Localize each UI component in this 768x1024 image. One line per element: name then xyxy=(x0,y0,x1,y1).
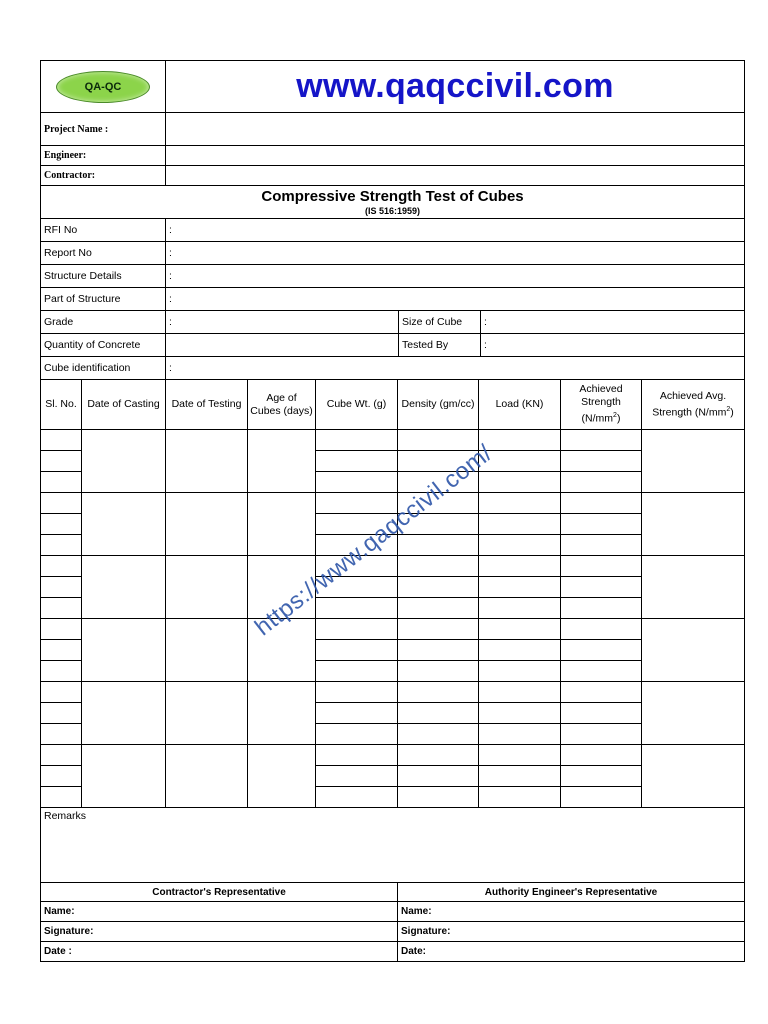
date-testing-cell[interactable] xyxy=(166,430,248,493)
tested-by-label: Tested By xyxy=(399,334,481,357)
size-of-cube-field[interactable] xyxy=(481,311,745,334)
cube-identification-colon: : xyxy=(169,362,172,374)
project-name-label: Project Name : xyxy=(41,113,166,146)
signoff-table xyxy=(40,807,745,962)
achieved-strength-cell[interactable] xyxy=(561,703,642,724)
rfi-no-label: RFI No xyxy=(41,219,166,242)
cube-wt-cell[interactable] xyxy=(316,766,398,787)
grade-label: Grade xyxy=(41,311,166,334)
achieved-strength-cell[interactable] xyxy=(561,451,642,472)
contractor-date-field[interactable]: Date : xyxy=(41,942,398,962)
col-load: Load (KN) xyxy=(479,380,561,430)
cube-wt-cell[interactable] xyxy=(316,724,398,745)
project-name-field[interactable] xyxy=(166,113,745,146)
sl-no-cell[interactable] xyxy=(41,493,82,514)
density-cell[interactable] xyxy=(398,682,479,703)
col-cube-wt: Cube Wt. (g) xyxy=(316,380,398,430)
quantity-of-concrete-label: Quantity of Concrete xyxy=(41,334,166,357)
contractor-label: Contractor: xyxy=(41,166,166,186)
table-row xyxy=(41,682,745,703)
authority-signature-field[interactable]: Signature: xyxy=(398,922,745,942)
details-table xyxy=(40,185,745,380)
col-date-testing: Date of Testing xyxy=(166,380,248,430)
date-casting-cell[interactable] xyxy=(82,556,166,619)
sl-no-cell[interactable] xyxy=(41,640,82,661)
achieved-avg-cell[interactable] xyxy=(642,745,745,808)
table-row xyxy=(41,745,745,766)
achieved-strength-close: ) xyxy=(616,412,621,425)
achieved-avg-cell[interactable] xyxy=(642,556,745,619)
achieved-avg-sup: 2 xyxy=(726,405,731,413)
sl-no-cell[interactable] xyxy=(41,766,82,787)
density-cell[interactable] xyxy=(398,640,479,661)
sl-no-cell[interactable] xyxy=(41,619,82,640)
sl-no-cell[interactable] xyxy=(41,577,82,598)
size-of-cube-label: Size of Cube xyxy=(399,311,481,334)
achieved-strength-cell[interactable] xyxy=(561,682,642,703)
contractor-signature-field[interactable]: Signature: xyxy=(41,922,398,942)
achieved-strength-sup: 2 xyxy=(613,412,617,420)
table-row xyxy=(41,430,745,451)
report-no-label: Report No xyxy=(41,242,166,265)
sl-no-cell[interactable] xyxy=(41,724,82,745)
sl-no-cell[interactable] xyxy=(41,535,82,556)
density-cell[interactable] xyxy=(398,430,479,451)
achieved-avg-cell[interactable] xyxy=(642,493,745,556)
part-of-structure-label: Part of Structure xyxy=(41,288,166,311)
date-casting-cell[interactable] xyxy=(82,682,166,745)
engineer-field[interactable] xyxy=(166,146,745,166)
grade-colon: : xyxy=(169,316,172,328)
sl-no-cell[interactable] xyxy=(41,682,82,703)
load-cell[interactable] xyxy=(479,766,561,787)
achieved-strength-cell[interactable] xyxy=(561,598,642,619)
cube-wt-cell[interactable] xyxy=(316,703,398,724)
achieved-avg-cell[interactable] xyxy=(642,682,745,745)
form-standard: (IS 516:1959) xyxy=(364,206,421,216)
sl-no-cell[interactable] xyxy=(41,787,82,808)
results-table xyxy=(40,379,745,808)
sl-no-cell[interactable] xyxy=(41,703,82,724)
density-cell[interactable] xyxy=(398,535,479,556)
load-cell[interactable] xyxy=(479,703,561,724)
tested-by-field[interactable] xyxy=(481,334,745,357)
logo-cell xyxy=(41,61,166,113)
table-row xyxy=(41,619,745,640)
density-cell[interactable] xyxy=(398,766,479,787)
achieved-avg-label: Achieved Avg. Strength (N/mm xyxy=(652,389,727,419)
density-cell[interactable] xyxy=(398,724,479,745)
achieved-strength-cell[interactable] xyxy=(561,640,642,661)
achieved-strength-cell[interactable] xyxy=(561,493,642,514)
cube-wt-cell[interactable] xyxy=(316,472,398,493)
achieved-strength-cell[interactable] xyxy=(561,724,642,745)
col-date-casting: Date of Casting xyxy=(82,380,166,430)
density-cell[interactable] xyxy=(398,745,479,766)
sl-no-cell[interactable] xyxy=(41,514,82,535)
cube-wt-cell[interactable] xyxy=(316,493,398,514)
form-title-cell xyxy=(41,186,745,219)
density-cell[interactable] xyxy=(398,598,479,619)
date-testing-cell[interactable] xyxy=(166,682,248,745)
age-cell[interactable] xyxy=(248,430,316,493)
date-casting-cell[interactable] xyxy=(82,430,166,493)
rfi-no-field[interactable] xyxy=(166,219,745,242)
date-casting-cell[interactable] xyxy=(82,745,166,808)
density-cell[interactable] xyxy=(398,577,479,598)
contractor-name-field[interactable]: Name: xyxy=(41,902,398,922)
form-title: Compressive Strength Test of Cubes xyxy=(261,188,524,205)
authority-name-field[interactable]: Name: xyxy=(398,902,745,922)
achieved-avg-cell[interactable] xyxy=(642,619,745,682)
achieved-strength-cell[interactable] xyxy=(561,661,642,682)
age-cell[interactable] xyxy=(248,745,316,808)
cube-wt-cell[interactable] xyxy=(316,598,398,619)
quantity-of-concrete-field[interactable] xyxy=(166,334,399,357)
density-cell[interactable] xyxy=(398,556,479,577)
engineer-label: Engineer: xyxy=(41,146,166,166)
density-cell[interactable] xyxy=(398,661,479,682)
cube-identification-label: Cube identification xyxy=(41,357,166,380)
grade-field[interactable] xyxy=(166,311,399,334)
watermark-link: https://www.qaqccivil.com/ xyxy=(250,439,498,642)
load-cell[interactable] xyxy=(479,661,561,682)
date-casting-cell[interactable] xyxy=(82,619,166,682)
cube-identification-field[interactable] xyxy=(166,357,745,380)
achieved-strength-cell[interactable] xyxy=(561,430,642,451)
col-achieved-avg xyxy=(642,380,745,430)
load-cell[interactable] xyxy=(479,472,561,493)
date-testing-cell[interactable] xyxy=(166,493,248,556)
contractor-rep-heading: Contractor's Representative xyxy=(41,883,398,902)
cube-wt-cell[interactable] xyxy=(316,430,398,451)
sl-no-cell[interactable] xyxy=(41,472,82,493)
report-no-colon: : xyxy=(169,247,172,259)
date-testing-cell[interactable] xyxy=(166,619,248,682)
structure-details-label: Structure Details xyxy=(41,265,166,288)
rfi-no-colon: : xyxy=(169,224,172,236)
load-cell[interactable] xyxy=(479,598,561,619)
tested-by-colon: : xyxy=(484,339,487,351)
sl-no-cell[interactable] xyxy=(41,451,82,472)
cube-wt-cell[interactable] xyxy=(316,451,398,472)
sl-no-cell[interactable] xyxy=(41,430,82,451)
load-cell[interactable] xyxy=(479,577,561,598)
col-sl-no: Sl. No. xyxy=(41,380,82,430)
cube-wt-cell[interactable] xyxy=(316,619,398,640)
results-body xyxy=(41,430,745,808)
sl-no-cell[interactable] xyxy=(41,598,82,619)
authority-rep-heading: Authority Engineer's Representative xyxy=(398,883,745,902)
part-of-structure-field[interactable] xyxy=(166,288,745,311)
cube-wt-cell[interactable] xyxy=(316,640,398,661)
cube-wt-cell[interactable] xyxy=(316,745,398,766)
report-no-field[interactable] xyxy=(166,242,745,265)
col-density: Density (gm/cc) xyxy=(398,380,479,430)
remarks-label: Remarks xyxy=(44,810,87,822)
load-cell[interactable] xyxy=(479,535,561,556)
authority-date-field[interactable]: Date: xyxy=(398,942,745,962)
load-cell[interactable] xyxy=(479,514,561,535)
achieved-avg-cell[interactable] xyxy=(642,430,745,493)
structure-details-field[interactable] xyxy=(166,265,745,288)
achieved-avg-close: ) xyxy=(730,406,734,419)
load-cell[interactable] xyxy=(479,745,561,766)
achieved-strength-cell[interactable] xyxy=(561,787,642,808)
sl-no-cell[interactable] xyxy=(41,661,82,682)
achieved-strength-cell[interactable] xyxy=(561,745,642,766)
age-cell[interactable] xyxy=(248,682,316,745)
sl-no-cell[interactable] xyxy=(41,745,82,766)
achieved-strength-cell[interactable] xyxy=(561,766,642,787)
achieved-strength-cell[interactable] xyxy=(561,577,642,598)
load-cell[interactable] xyxy=(479,787,561,808)
achieved-strength-unit: (N/mm xyxy=(581,412,614,425)
form-header xyxy=(40,60,745,186)
date-testing-cell[interactable] xyxy=(166,745,248,808)
achieved-strength-cell[interactable] xyxy=(561,514,642,535)
cube-wt-cell[interactable] xyxy=(316,787,398,808)
sl-no-cell[interactable] xyxy=(41,556,82,577)
remarks-box[interactable] xyxy=(41,808,745,883)
load-cell[interactable] xyxy=(479,493,561,514)
density-cell[interactable] xyxy=(398,619,479,640)
date-casting-cell[interactable] xyxy=(82,493,166,556)
age-cell[interactable] xyxy=(248,493,316,556)
website-heading[interactable]: www.qaqccivil.com xyxy=(166,61,745,113)
structure-details-colon: : xyxy=(169,270,172,282)
achieved-strength-cell[interactable] xyxy=(561,535,642,556)
cube-wt-cell[interactable] xyxy=(316,661,398,682)
part-of-structure-colon: : xyxy=(169,293,172,305)
col-achieved-strength xyxy=(561,380,642,430)
load-cell[interactable] xyxy=(479,430,561,451)
cube-wt-cell[interactable] xyxy=(316,682,398,703)
date-testing-cell[interactable] xyxy=(166,556,248,619)
contractor-field[interactable] xyxy=(166,166,745,186)
achieved-strength-label: Achieved Strength xyxy=(579,383,623,409)
achieved-strength-cell[interactable] xyxy=(561,556,642,577)
density-cell[interactable] xyxy=(398,787,479,808)
qa-qc-logo: QA-QC xyxy=(56,71,150,103)
load-cell[interactable] xyxy=(479,619,561,640)
load-cell[interactable] xyxy=(479,724,561,745)
density-cell[interactable] xyxy=(398,703,479,724)
col-age: Age of Cubes (days) xyxy=(248,380,316,430)
load-cell[interactable] xyxy=(479,556,561,577)
achieved-strength-cell[interactable] xyxy=(561,619,642,640)
load-cell[interactable] xyxy=(479,640,561,661)
size-of-cube-colon: : xyxy=(484,316,487,328)
achieved-strength-cell[interactable] xyxy=(561,472,642,493)
load-cell[interactable] xyxy=(479,682,561,703)
table-row xyxy=(41,556,745,577)
